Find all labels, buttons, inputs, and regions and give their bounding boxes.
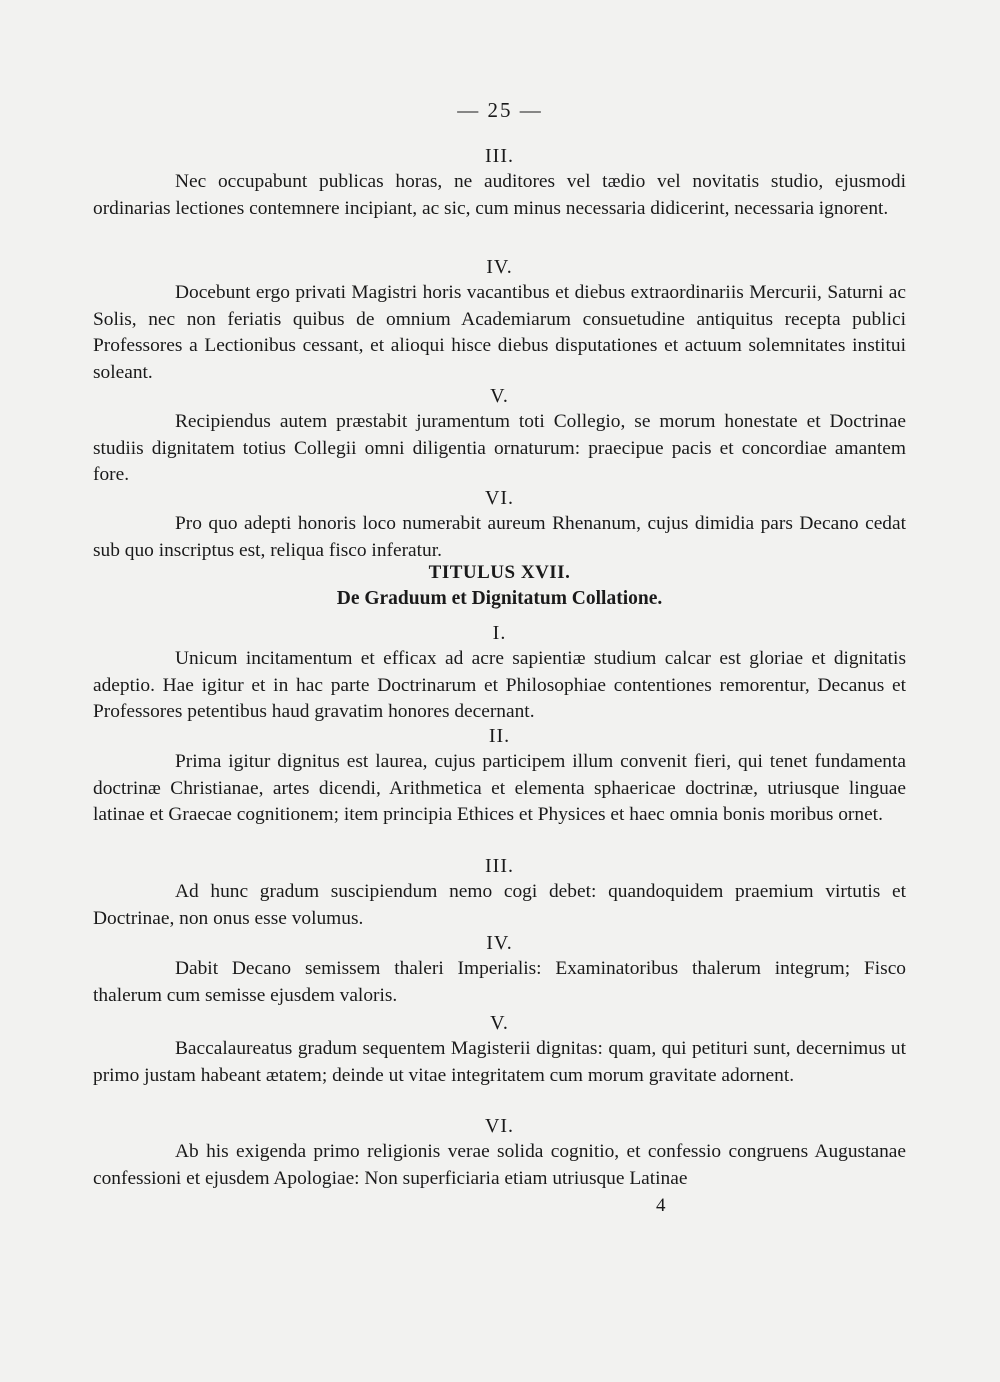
- section-paragraph: Docebunt ergo privati Magistri horis vacantibus et diebus extraordinariis Mercurii, Saturni ac Solis, nec non feriatis quibus de omnium Academiarum consuetudine antiquitus recepta publici Professores a Lectionibus cessant, et alioqui hisce diebus disputationes et actuum solemnitates institui soleant.: [93, 282, 906, 383]
- titulus-section-vi: [93, 1113, 906, 1192]
- section-paragraph: Unicum incitamentum et efficax ad acre sapientiæ studium calcar est gloriae et dignitatis adeptio. Hae igitur et in hac parte Doctrinarum et Philosophiae contentiones remorentur, Decanus et Professores petentibus haud gravatim honores decernant.: [93, 648, 906, 723]
- section-vi: [93, 485, 906, 564]
- section-heading: VI.: [484, 487, 515, 509]
- titulus-section-iv: [93, 930, 906, 1009]
- section-paragraph: Dabit Decano semissem thaleri Imperialis: Examinatoribus thalerum integrum; Fisco thalerum cum semisse ejusdem valoris.: [93, 958, 906, 1006]
- titulus-section-ii: [93, 723, 906, 829]
- section-heading: I.: [492, 622, 507, 644]
- section-heading: III.: [485, 855, 514, 877]
- section-heading: IV.: [486, 256, 513, 278]
- section-iii: [93, 143, 906, 222]
- titulus-section-i: [93, 620, 906, 726]
- section-iv: [93, 254, 906, 386]
- section-heading: V.: [490, 385, 509, 407]
- section-heading: V.: [490, 1012, 509, 1034]
- section-heading: IV.: [486, 932, 513, 954]
- page-number: — 25 —: [457, 98, 543, 122]
- section-paragraph: Ad hunc gradum suscipiendum nemo cogi debet: quandoquidem praemium virtutis et Doctrinae, non onus esse volumus.: [93, 881, 906, 929]
- titulus-title: TITULUS XVII.: [428, 562, 571, 583]
- section-v: [93, 383, 906, 489]
- titulus-block: [93, 560, 906, 613]
- signature-mark: 4: [656, 1195, 666, 1216]
- section-heading: VI.: [484, 1115, 515, 1137]
- titulus-subtitle: De Graduum et Dignitatum Collatione.: [336, 588, 663, 610]
- section-paragraph: Recipiendus autem præstabit juramentum toti Collegio, se morum honestate et Doctrinae studiis dignitatem totius Collegii omni diligentia ornaturum: praecipue pacis et concordiae amantem fore.: [93, 411, 906, 486]
- section-heading: III.: [485, 145, 514, 167]
- section-paragraph: Prima igitur dignitus est laurea, cujus participem illum convenit fieri, qui tenet fundamenta doctrinæ Christianae, artes dicendi, Arithmetica et elementa sphaericae doctrinæ, utriusque linguae latinae et Graecae cognitionem; item principia Ethices et Physices et haec omnia bonis moribus ornet.: [93, 751, 906, 826]
- section-heading: II.: [488, 725, 511, 747]
- section-paragraph: Nec occupabunt publicas horas, ne auditores vel tædio vel novitatis studio, ejusmodi ordinarias lectiones contemnere incipiant, ac sic, cum minus necessaria didicerint, necessaria ignorent.: [93, 171, 906, 219]
- section-paragraph: Ab his exigenda primo religionis verae solida cognitio, et confessio congruens Augustanae confessioni et ejusdem Apologiae: Non superficiaria etiam utriusque Latinae: [93, 1141, 906, 1189]
- titulus-section-iii: [93, 853, 906, 932]
- titulus-section-v: [93, 1010, 906, 1089]
- section-paragraph: Pro quo adepti honoris loco numerabit aureum Rhenanum, cujus dimidia pars Decano cedat sub quo inscriptus est, reliqua fisco inferatur.: [93, 513, 906, 561]
- section-paragraph: Baccalaureatus gradum sequentem Magisterii dignitas: quam, qui petituri sunt, decernimus ut primo justam habeant ætatem; deinde ut vitae integritatem cum morum gravitate adornent.: [93, 1038, 906, 1086]
